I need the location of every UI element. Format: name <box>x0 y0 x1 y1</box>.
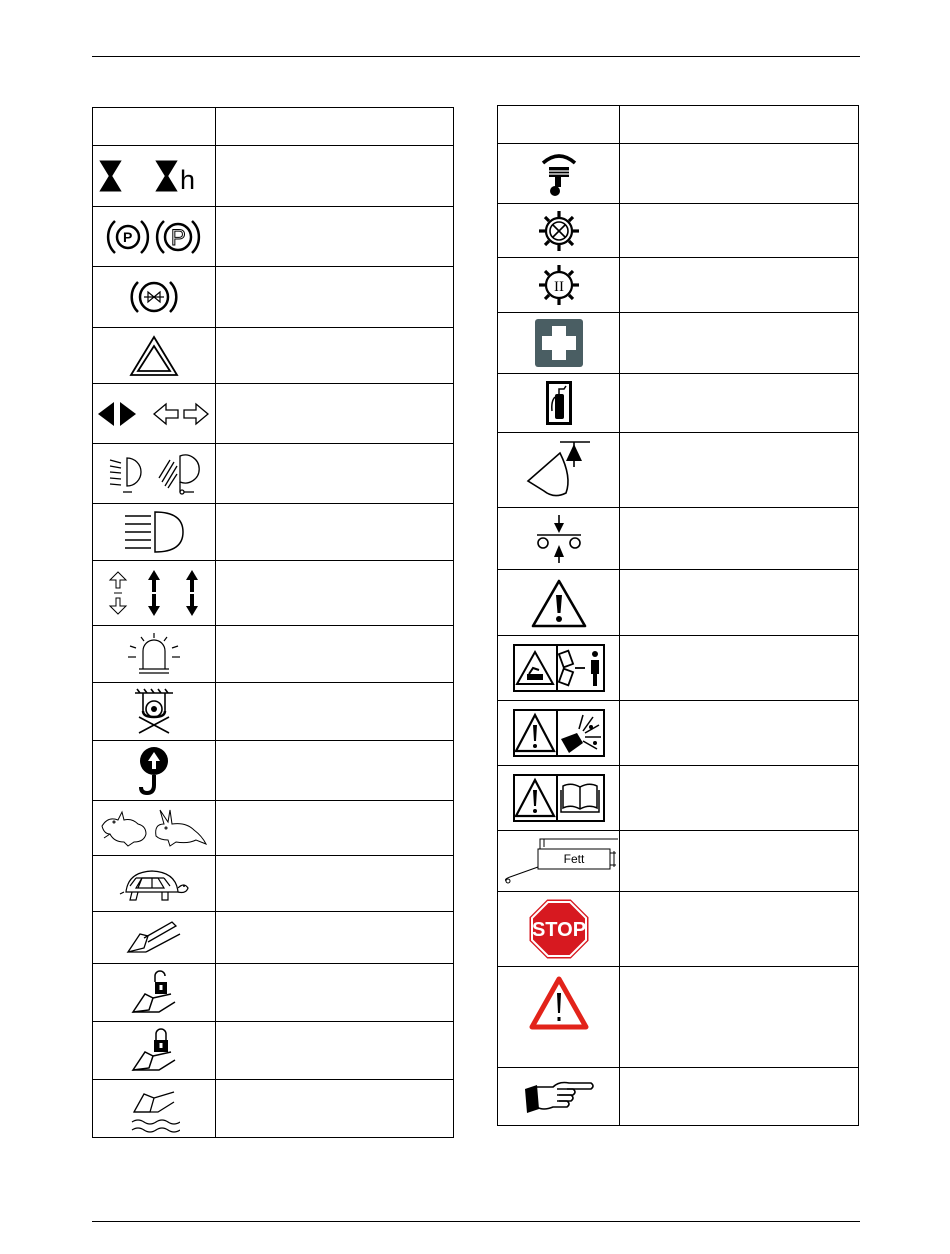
table-header-row <box>93 108 454 146</box>
description-cell <box>216 683 454 741</box>
description-cell <box>216 561 454 626</box>
bucket-lift-point-icon <box>524 439 594 501</box>
description-cell <box>620 313 859 374</box>
description-cell <box>216 207 454 267</box>
description-cell <box>216 504 454 561</box>
table-row <box>498 701 859 766</box>
description-cell <box>216 912 454 964</box>
table-row <box>93 328 454 384</box>
first-aid-kit-icon <box>535 319 583 367</box>
table-row <box>498 1068 859 1126</box>
table-row <box>93 964 454 1022</box>
high-beam-light-icon <box>121 509 187 555</box>
table-row <box>93 384 454 444</box>
description-cell <box>216 856 454 912</box>
description-cell <box>620 967 859 1068</box>
header-rule <box>92 56 860 57</box>
bucket-unlocked-icon <box>129 968 179 1018</box>
description-cell <box>216 626 454 683</box>
low-beam-light-icon <box>104 452 204 496</box>
winch-attachment-icon <box>129 687 179 737</box>
table-row <box>93 801 454 856</box>
table-row <box>498 313 859 374</box>
table-row <box>498 636 859 701</box>
description-cell <box>216 1080 454 1138</box>
table-row <box>498 766 859 831</box>
description-cell <box>620 433 859 508</box>
description-cell <box>620 374 859 433</box>
parking-brake-icon <box>104 217 204 257</box>
pinch-point-icon <box>533 513 585 565</box>
table-row <box>498 433 859 508</box>
table-row <box>93 146 454 207</box>
table-row <box>498 967 859 1068</box>
description-cell <box>216 801 454 856</box>
red-danger-triangle-icon <box>528 975 590 1031</box>
table-row <box>93 626 454 683</box>
description-cell <box>620 144 859 204</box>
table-row <box>498 508 859 570</box>
crush-hazard-keep-distance-icon <box>513 644 605 692</box>
table-row <box>93 912 454 964</box>
rabbit-fast-speed-icon <box>98 808 210 848</box>
description-cell <box>620 570 859 636</box>
pointing-hand-note-icon <box>523 1077 595 1117</box>
warning-triangle-icon <box>530 577 588 629</box>
table-row <box>93 444 454 504</box>
table-row <box>93 267 454 328</box>
left-symbol-table <box>92 107 454 1138</box>
table-header-row <box>498 106 859 144</box>
high-pressure-fluid-hazard-icon <box>513 709 605 757</box>
svg-text:P: P <box>171 224 186 250</box>
hourglass-hour-meter-icon <box>99 159 209 193</box>
transmission-gear-icon <box>537 263 581 307</box>
table-row <box>498 258 859 313</box>
svg-text:h: h <box>180 165 196 193</box>
description-cell <box>216 146 454 207</box>
header-cell-symbol <box>93 108 216 146</box>
table-row <box>93 207 454 267</box>
read-manual-icon <box>513 774 605 822</box>
stop-sign-label: STOP <box>531 919 586 941</box>
footer-rule <box>92 1221 860 1222</box>
header-cell-description <box>216 108 454 146</box>
grease-gun-label: Fett <box>563 852 584 866</box>
description-cell <box>620 892 859 967</box>
stop-sign-icon <box>528 898 590 960</box>
description-cell <box>620 1068 859 1126</box>
description-cell <box>620 701 859 766</box>
right-symbol-table <box>497 105 859 1126</box>
description-cell <box>216 1022 454 1080</box>
table-row <box>93 561 454 626</box>
description-cell <box>620 766 859 831</box>
table-row <box>93 1022 454 1080</box>
description-cell <box>620 204 859 258</box>
description-cell <box>620 508 859 570</box>
table-row <box>498 892 859 967</box>
boom-bucket-icon <box>124 918 184 958</box>
float-position-arrows-icon <box>106 568 202 618</box>
bucket-float-icon <box>128 1084 180 1134</box>
transmission-neutral-icon <box>537 209 581 253</box>
bucket-locked-icon <box>129 1026 179 1076</box>
table-row <box>498 570 859 636</box>
table-row <box>93 1080 454 1138</box>
header-cell-description <box>620 106 859 144</box>
description-cell <box>216 328 454 384</box>
description-cell <box>216 964 454 1022</box>
table-row <box>498 204 859 258</box>
table-row <box>93 741 454 801</box>
svg-text:P: P <box>123 228 133 245</box>
rotating-beacon-icon <box>124 631 184 677</box>
table-row <box>93 504 454 561</box>
gear-number-label: II <box>553 279 564 295</box>
tortoise-slow-speed-icon <box>118 864 190 904</box>
grease-gun-icon <box>500 833 618 889</box>
table-row <box>93 683 454 741</box>
description-cell <box>620 636 859 701</box>
fire-extinguisher-icon <box>546 381 572 425</box>
turn-indicator-arrows-icon <box>96 399 212 429</box>
table-row <box>498 144 859 204</box>
table-row <box>498 374 859 433</box>
hazard-warning-triangle-icon <box>128 334 180 378</box>
brake-warning-icon <box>129 275 179 319</box>
description-cell <box>216 384 454 444</box>
engine-oil-pressure-icon <box>539 151 579 197</box>
description-cell <box>620 831 859 892</box>
table-row <box>498 831 859 892</box>
header-cell-symbol <box>498 106 620 144</box>
description-cell <box>620 258 859 313</box>
description-cell <box>216 267 454 328</box>
description-cell <box>216 444 454 504</box>
lifting-hook-icon <box>136 745 172 797</box>
table-row <box>93 856 454 912</box>
description-cell <box>216 741 454 801</box>
